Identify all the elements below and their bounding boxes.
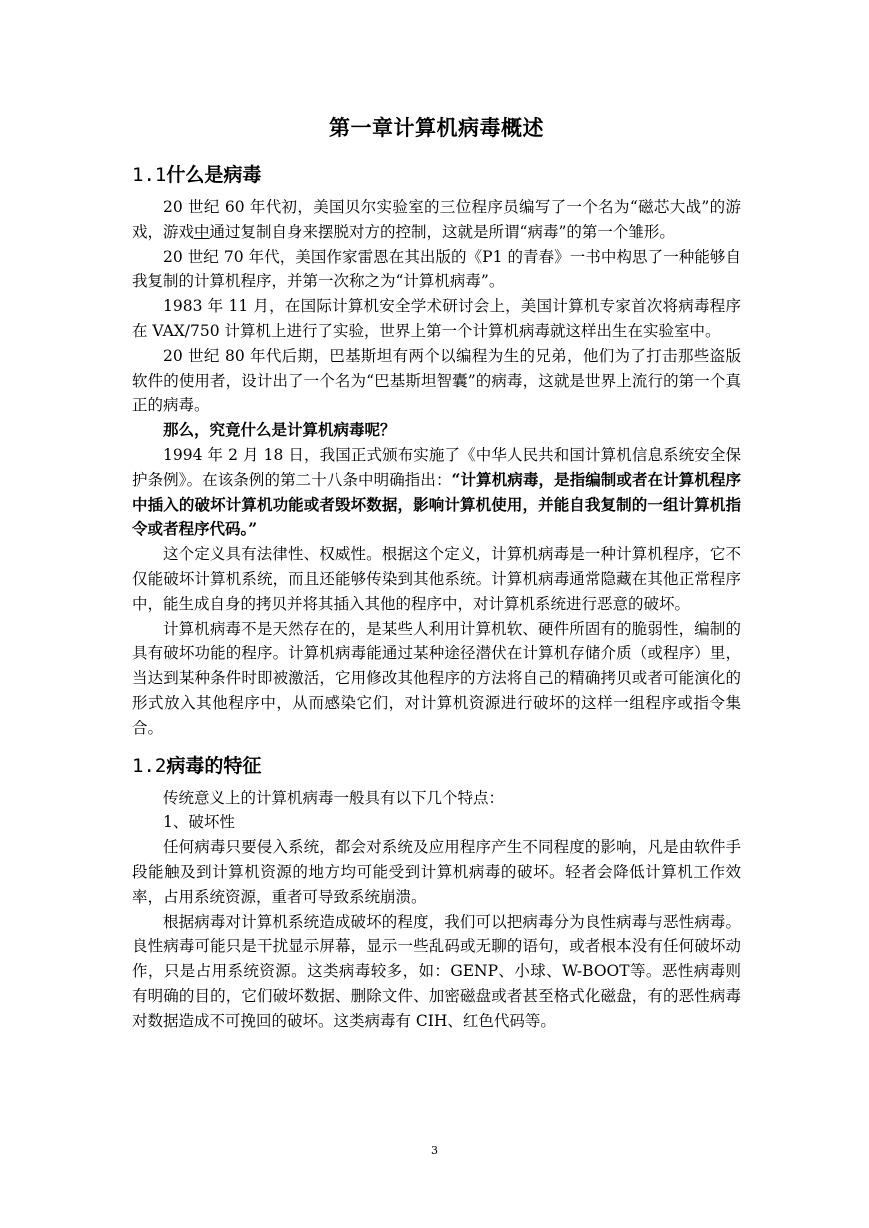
- paragraph: 1983 年 11 月，在国际计算机安全学术研讨会上，美国计算机专家首次将病毒程序在 VAX/750 计算机上进行了实验，世界上第一个计算机病毒就这样出生在实验室中。: [132, 297, 741, 340]
- page-number: 3: [431, 1144, 438, 1157]
- section-title: 病毒的特征: [166, 754, 262, 777]
- paragraph: [132, 443, 741, 542]
- paragraph: [132, 195, 741, 245]
- section-title: 什么是病毒: [166, 164, 262, 186]
- definition-quote: “计算机病毒，是指编制或者在计算机程序中插入的破坏计算机功能或者毁坏数据，影响计算机使用，并能自我复制的一组计算机指令或者程序代码。”: [132, 469, 741, 539]
- paragraph: 这个定义具有法律性、权威性。根据这个定义，计算机病毒是一种计算机程序，它不仅能破坏计算机系统，而且还能够传染到其他系统。计算机病毒通常隐藏在其他正常程序中，能生成自身的拷贝并将其插入其他的程序中，对计算机系统进行恶意的破坏。: [132, 545, 741, 613]
- section-number: 1.1: [132, 164, 167, 186]
- text-run: 1994 年 2 月 18 日，我国正式颁布实施了《中华人民共和国计算机信息系统安全保护条例》。在该条例的第二十八条中明确指出：: [132, 445, 741, 489]
- section-heading-1-2: [132, 751, 741, 778]
- question-paragraph: 那么，究竟什么是计算机病毒呢？: [163, 420, 396, 440]
- paragraph: 传统意义上的计算机病毒一般具有以下几个特点：: [163, 788, 505, 807]
- text-run: 通过复制自身来摆脱对方的控制，这就是所谓“病毒”的第一个雏形。: [209, 222, 675, 241]
- paragraph: 计算机病毒不是天然存在的，是某些人利用计算机软、硬件所固有的脆弱性，编制的具有破坏功能的程序。计算机病毒能通过某种途径潜伏在计算机存储介质（或程序）里，当达到某种条件时即被激活，它用修改其他程序的方法将自己的精确拷贝或者可能演化的形式放入其他程序中，从而感染它们，对计算机资源进行破坏的这样一组程序或指令集合。: [132, 619, 741, 737]
- paragraph: 20 世纪 80 年代后期，巴基斯坦有两个以编程为生的兄弟，他们为了打击那些盗版软件的使用者，设计出了一个名为“巴基斯坦智囊”的病毒，这就是世界上流行的第一个真正的病毒。: [132, 346, 741, 415]
- list-heading: 1、破坏性: [163, 813, 235, 832]
- paragraph: 任何病毒只要侵入系统，都会对系统及应用程序产生不同程度的影响，凡是由软件手段能触及到计算机资源的地方均可能受到计算机病毒的破坏。轻者会降低计算机工作效率，占用系统资源，重者可导致系统崩溃。: [132, 838, 741, 906]
- paragraph: 根据病毒对计算机系统造成破坏的程度，我们可以把病毒分为良性病毒与恶性病毒。良性病毒可能只是干扰显示屏幕，显示一些乱码或无聊的语句，或者根本没有任何破坏动作，只是占用系统资源。这类病毒较多，如：GENP、小球、W-BOOT等。恶性病毒则有明确的目的，它们破坏数据、删除文件、加密磁盘或者甚至格式化磁盘，有的恶性病毒对数据造成不可挽回的破坏。这类病毒有 CIH、红色代码等。: [132, 912, 741, 1030]
- chapter-title: 第一章计算机病毒概述: [329, 116, 544, 140]
- section-heading-1-1: [132, 160, 741, 187]
- text-run: 20 世纪 60 年代初，美国贝尔实验室的三位程序员编写了一个名为“磁芯大战”的游戏，游戏: [132, 198, 741, 241]
- paragraph: 20 世纪 70 年代，美国作家雷恩在其出版的《P1 的青春》一书中构思了一种能够自我复制的计算机程序，并第一次称之为“计算机病毒”。: [132, 247, 741, 291]
- section-number: 1.2: [132, 754, 167, 777]
- underlined-text: 中: [194, 222, 210, 241]
